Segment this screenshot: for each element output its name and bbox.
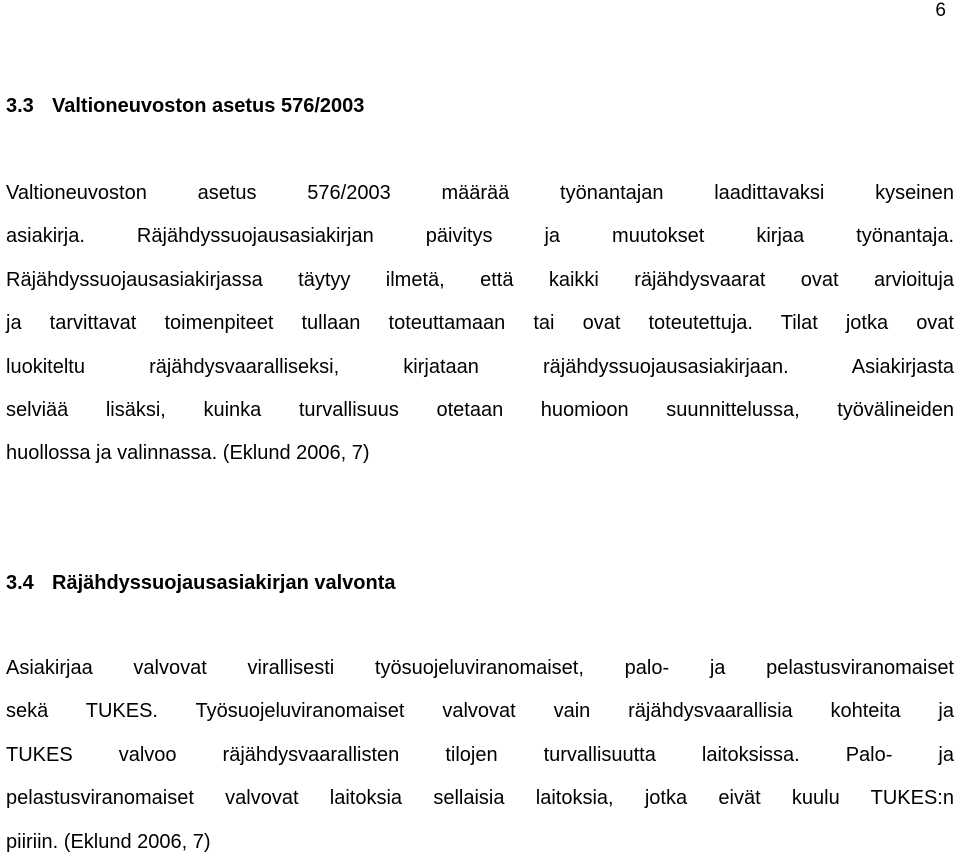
paragraph-line: huollossa ja valinnassa. (Eklund 2006, 7) [6,442,370,465]
section-heading-3-4 [6,571,396,595]
paragraph-line: luokiteltu räjähdysvaaralliseksi, kirjataan räjähdyssuojausasiakirjaan. Asiakirjasta [6,355,954,378]
paragraph-section-3-3 [6,172,954,476]
paragraph-line: asiakirja. Räjähdyssuojausasiakirjan päivitys ja muutokset kirjaa työnantaja. [6,225,954,248]
section-title: Räjähdyssuojausasiakirjan valvonta [52,572,396,594]
section-heading-3-3 [6,94,364,118]
section-number: 3.4 [6,572,34,594]
page-number: 6 [935,0,946,21]
paragraph-line: TUKES valvoo räjähdysvaarallisten tilojen turvallisuutta laitoksissa. Palo- ja [6,743,954,766]
paragraph-line: sekä TUKES. Työsuojeluviranomaiset valvovat vain räjähdysvaarallisia kohteita ja [6,700,954,723]
section-number: 3.3 [6,95,34,117]
paragraph-line: piiriin. (Eklund 2006, 7) [6,830,211,853]
paragraph-line: ja tarvittavat toimenpiteet tullaan toteuttamaan tai ovat toteutettuja. Tilat jotka ovat [6,312,954,335]
paragraph-line: Asiakirjaa valvovat virallisesti työsuojeluviranomaiset, palo- ja pelastusviranomaiset [6,657,954,679]
paragraph-section-3-4 [6,647,954,864]
paragraph-line: pelastusviranomaiset valvovat laitoksia sellaisia laitoksia, jotka eivät kuulu TUKES:n [6,787,954,810]
paragraph-line: Valtioneuvoston asetus 576/2003 määrää työnantajan laadittavaksi kyseinen [6,182,954,204]
paragraph-line: selviää lisäksi, kuinka turvallisuus otetaan huomioon suunnittelussa, työvälineiden [6,398,954,421]
paragraph-line: Räjähdyssuojausasiakirjassa täytyy ilmetä, että kaikki räjähdysvaarat ovat arvioituja [6,268,954,291]
section-title: Valtioneuvoston asetus 576/2003 [52,95,365,117]
